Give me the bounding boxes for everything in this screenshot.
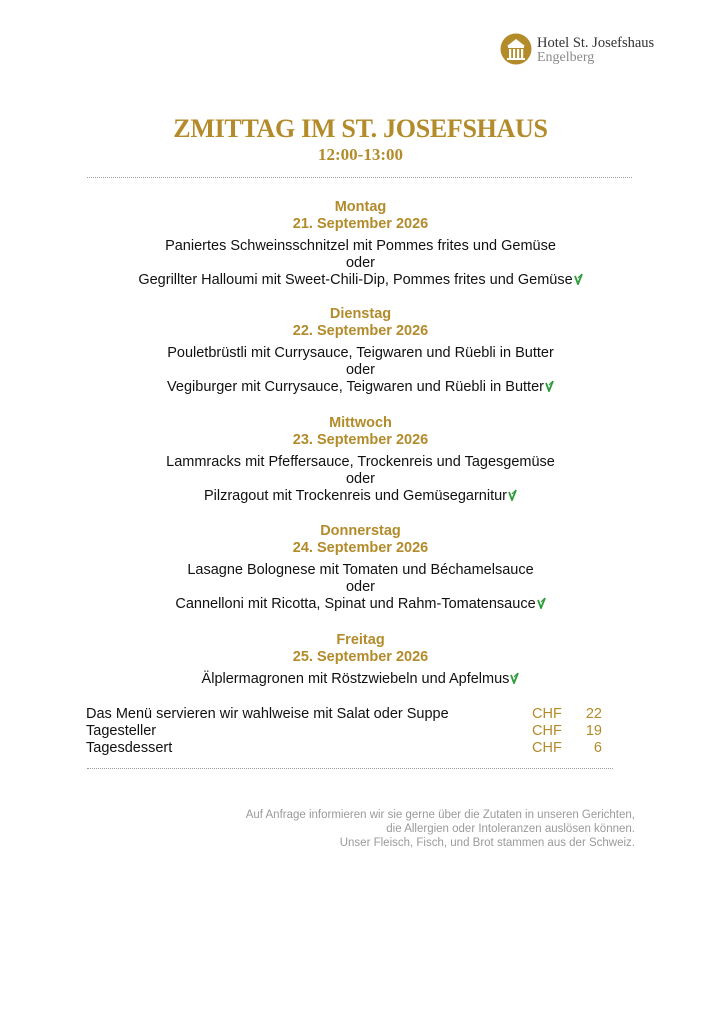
dish-vegetarian-line (0, 488, 721, 505)
price-currency: CHF (532, 706, 562, 722)
day-tuesday (0, 306, 721, 396)
or-separator: oder (345, 362, 376, 378)
page-title: ZMITTAG IM ST. JOSEFSHAUS (173, 114, 548, 143)
price-currency: CHF (532, 740, 562, 756)
divider-top (87, 177, 632, 178)
hotel-name: Hotel St. Josefshaus (537, 35, 655, 51)
vegetarian-icon (510, 672, 519, 684)
dish-vegetarian: Gegrillter Halloumi mit Sweet-Chili-Dip, Pommes frites und Gemüse (138, 272, 573, 288)
dish-vegetarian: Älplermagronen mit Röstzwiebeln und Apfelmus (201, 671, 510, 687)
day-date: 25. September 2026 (292, 649, 429, 665)
dish-meat: Paniertes Schweinsschnitzel mit Pommes frites und Gemüse (165, 238, 556, 254)
vegetarian-icon (508, 489, 517, 501)
price-label: Tagesdessert (86, 740, 173, 756)
day-name: Donnerstag (320, 523, 401, 539)
dish-vegetarian-line (0, 596, 721, 613)
price-currency: CHF (532, 723, 562, 739)
day-name: Mittwoch (329, 415, 392, 431)
day-thursday (0, 523, 721, 613)
footnote-line: Auf Anfrage informieren wir sie gerne über die Zutaten in unseren Gerichten, (245, 809, 635, 821)
dish-meat: Pouletbrüstli mit Currysauce, Teigwaren und Rüebli in Butter (167, 345, 554, 361)
dish-vegetarian-line (0, 671, 721, 688)
day-wednesday (0, 415, 721, 505)
hotel-logo (500, 33, 680, 69)
footnote-line: die Allergien oder Intoleranzen auslösen können. (386, 823, 635, 835)
day-date: 22. September 2026 (292, 323, 429, 339)
dish-meat: Lammracks mit Pfeffersauce, Trockenreis und Tagesgemüse (166, 454, 555, 470)
day-monday (0, 199, 721, 289)
price-amount: 22 (585, 706, 602, 722)
day-name: Freitag (336, 632, 385, 648)
price-amount: 19 (585, 723, 602, 739)
vegetarian-icon (537, 597, 546, 609)
vegetarian-icon (574, 273, 583, 285)
hotel-building-icon (500, 33, 532, 65)
dish-vegetarian-line (0, 379, 721, 396)
price-amount: 6 (593, 740, 602, 756)
price-row (86, 706, 616, 723)
dish-vegetarian: Vegiburger mit Currysauce, Teigwaren und Rüebli in Butter (167, 379, 544, 395)
or-separator: oder (345, 471, 376, 487)
day-date: 24. September 2026 (292, 540, 429, 556)
price-row (86, 723, 616, 740)
footnote-line: Unser Fleisch, Fisch, und Brot stammen aus der Schweiz. (339, 837, 635, 849)
day-name: Montag (334, 199, 387, 215)
hotel-location: Engelberg (537, 50, 595, 65)
day-date: 21. September 2026 (292, 216, 429, 232)
allergen-footnote (246, 808, 635, 850)
day-date: 23. September 2026 (292, 432, 429, 448)
vegetarian-icon (545, 380, 554, 392)
day-name: Dienstag (329, 306, 392, 322)
divider-bottom (87, 768, 613, 769)
price-label: Das Menü servieren wir wahlweise mit Salat oder Suppe (86, 706, 449, 722)
price-label: Tagesteller (86, 723, 157, 739)
day-friday (0, 632, 721, 688)
dish-vegetarian: Pilzragout mit Trockenreis und Gemüsegarnitur (203, 488, 508, 504)
price-row (86, 740, 616, 757)
price-list (86, 706, 616, 757)
dish-vegetarian: Cannelloni mit Ricotta, Spinat und Rahm-Tomatensauce (175, 596, 536, 612)
lunch-hours: 12:00-13:00 (318, 145, 403, 164)
dish-vegetarian-line (0, 272, 721, 289)
or-separator: oder (345, 579, 376, 595)
dish-meat: Lasagne Bolognese mit Tomaten und Béchamelsauce (187, 562, 534, 578)
or-separator: oder (345, 255, 376, 271)
